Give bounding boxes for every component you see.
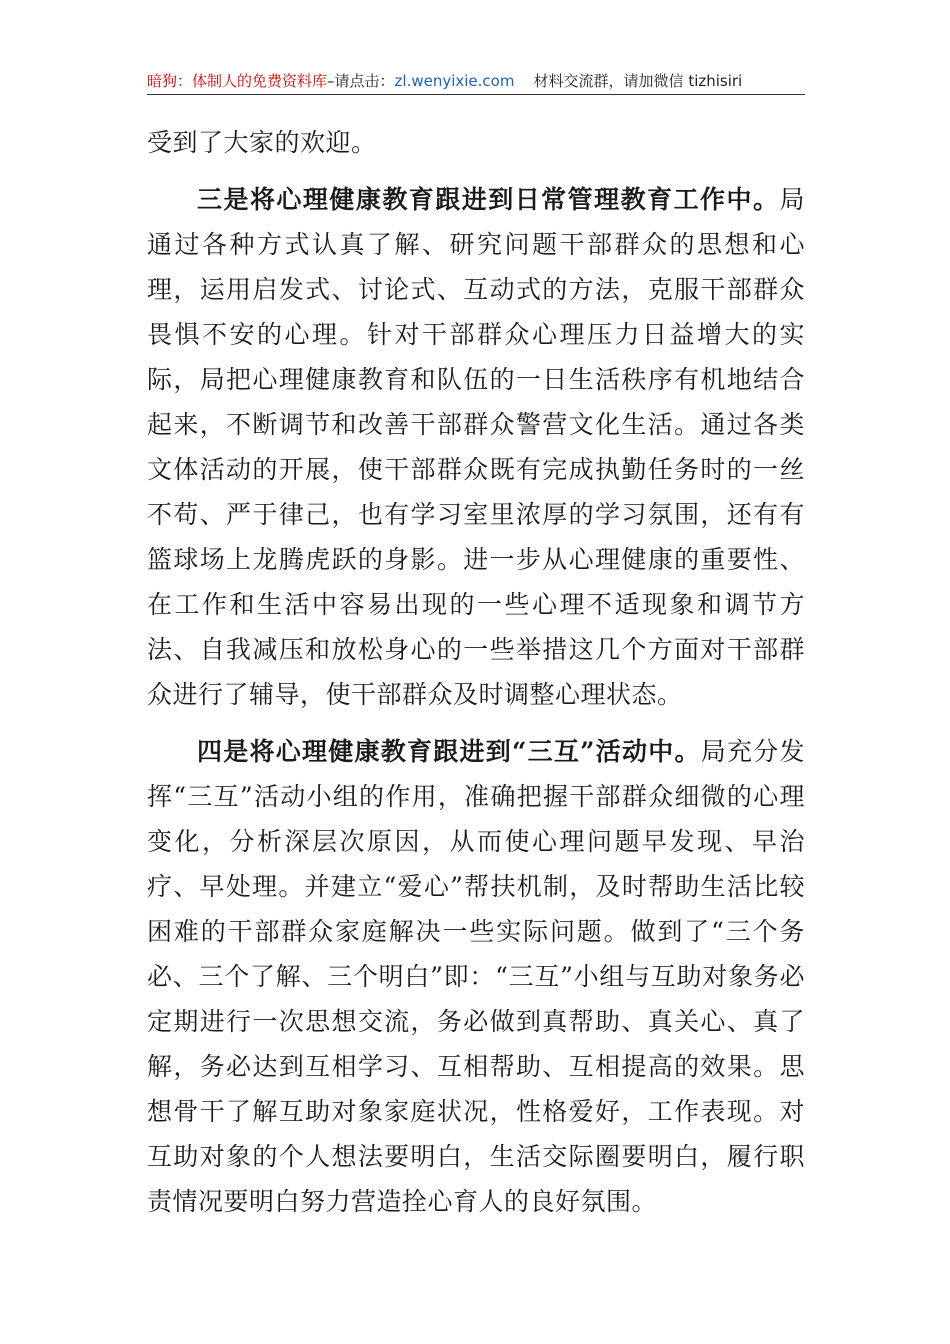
document-body: [147, 120, 805, 1236]
paragraph-four-heading: 四是将心理健康教育跟进到“三互”活动中。: [197, 737, 701, 766]
paragraph-three: [147, 177, 805, 717]
header-wechat-note: 材料交流群，请加微信 tizhisiri: [533, 72, 743, 90]
paragraph-three-text: 局通过各种方式认真了解、研究问题干部群众的思想和心理，运用启发式、讨论式、互动式的方法，克服干部群众畏惧不安的心理。针对干部群众心理压力日益增大的实际，局把心理健康教育和队伍的一日生活秩序有机地结合起来，不断调节和改善干部群众警营文化生活。通过各类文体活动的开展，使干部群众既有完成执勤任务时的一丝不苟、严于律己，也有学习室里浓厚的学习氛围，还有有篮球场上龙腾虎跃的身影。进一步从心理健康的重要性、在工作和生活中容易出现的一些心理不适现象和调节方法、自我减压和放松身心的一些举措这几个方面对干部群众进行了辅导，使干部群众及时调整心理状态。: [147, 185, 805, 709]
paragraph-continuation: 受到了大家的欢迎。: [147, 128, 377, 157]
paragraph-four: [147, 729, 805, 1224]
header-divider: [147, 94, 805, 95]
paragraph-three-heading: 三是将心理健康教育跟进到日常管理教育工作中。: [197, 185, 780, 214]
page-header: [147, 70, 805, 92]
header-url-link[interactable]: zl.wenyixie.com: [394, 72, 515, 90]
header-click-prompt: –请点击：: [327, 72, 395, 90]
header-site-name: 暗狗：体制人的免费资料库: [147, 72, 328, 90]
paragraph-four-text: 局充分发挥“三互”活动小组的作用，准确把握干部群众细微的心理变化，分析深层次原因，从而使心理问题早发现、早治疗、早处理。并建立“爱心”帮扶机制，及时帮助生活比较困难的干部群众家庭解决一些实际问题。做到了“三个务必、三个了解、三个明白”即：“三互”小组与互助对象务必定期进行一次思想交流，务必做到真帮助、真关心、真了解，务必达到互相学习、互相帮助、互相提高的效果。思想骨干了解互助对象家庭状况，性格爱好，工作表现。对互助对象的个人想法要明白，生活交际圈要明白，履行职责情况要明白努力营造拴心育人的良好氛围。: [147, 737, 805, 1216]
